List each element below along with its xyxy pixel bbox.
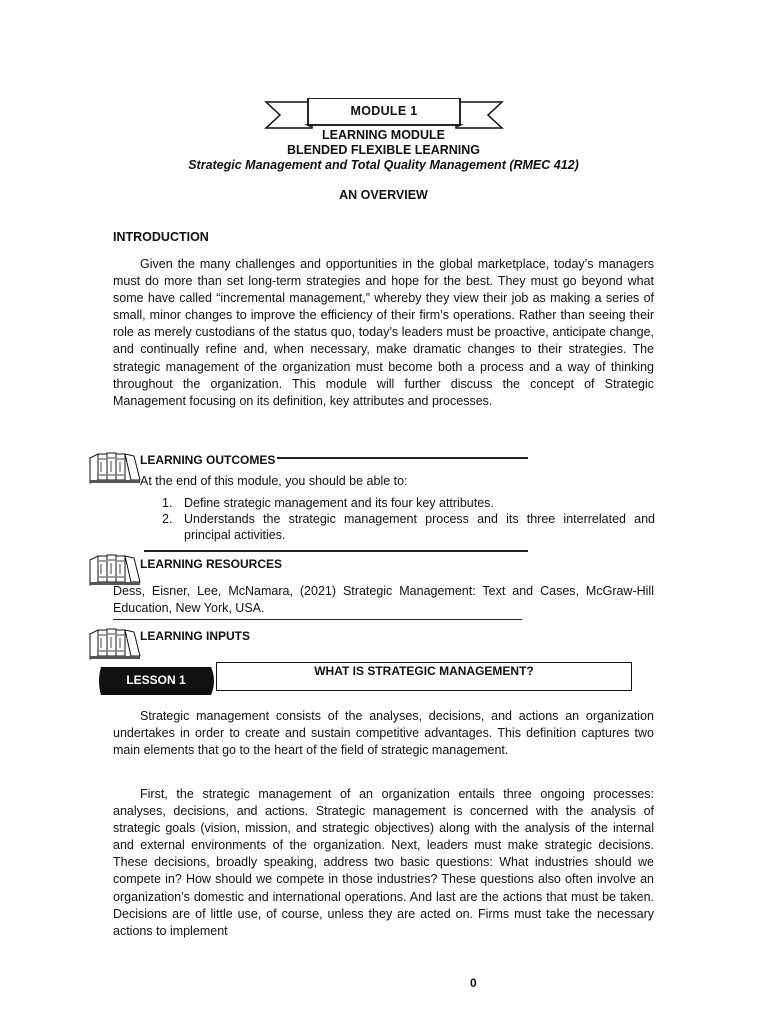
course-title: Strategic Management and Total Quality Management (RMEC 412) (188, 158, 579, 172)
learning-inputs-heading: LEARNING INPUTS (140, 629, 251, 643)
section-rule (144, 550, 528, 552)
body-paragraph: First, the strategic management of an organization entails three ongoing processes: analyses, decisions, and actions. Strategic management is concerned with the analysis of strategic goals (vision, mission, and strategic objectives) along with the analysis of the internal and external environments of the organization. Next, leaders must make strategic decisions. These decisions, broadly speaking, address two basic questions: What industries should we compete in? How should we compete in those industries? These questions also often involve an organization’s domestic and international operations. And last are the actions that must be taken. Decisions are of little use, of course, unless they are acted on. Firms must take the necessary actions to implement (113, 787, 654, 938)
learning-outcomes-heading: LEARNING OUTCOMES (140, 453, 276, 467)
lesson-title: WHAT IS STRATEGIC MANAGEMENT? (314, 664, 534, 678)
learning-resources-heading: LEARNING RESOURCES (140, 557, 283, 571)
introduction-paragraph: Given the many challenges and opportunities in the global marketplace, today’s managers must do more than set long-term strategies and hope for the best. They must go beyond what some have called “incremental management,” whereby they view their job as making a series of small, minor changes to improve the efficiency of their firm’s operations. Rather than seeing their role as merely custodians of the status quo, today’s leaders must be proactive, anticipate change, and continually refine and, when necessary, make dramatic changes to their strategies. The strategic management of the organization must become both a process and a way of thinking throughout the organization. This module will further discuss the concept of Strategic Management focusing on its definition, key attributes and processes. (113, 257, 654, 408)
resource-citation: Dess, Eisner, Lee, McNamara, (2021) Strategic Management: Text and Cases, McGraw-Hill Education, New York, USA. (113, 584, 654, 615)
lesson-tab-label: LESSON 1 (126, 673, 186, 687)
books-icon (88, 626, 144, 660)
list-item-text: Understands the strategic management process and its three interrelated and principal activities. (184, 512, 655, 542)
books-icon (88, 552, 144, 586)
page-number: 0 (470, 976, 477, 990)
outcomes-intro: At the end of this module, you should be able to: (140, 474, 408, 488)
lesson-tab (97, 665, 219, 695)
heading-learning-module: LEARNING MODULE (322, 128, 445, 142)
learning-resources-section (88, 552, 528, 582)
overview-heading: AN OVERVIEW (339, 188, 428, 202)
list-number: 1. (162, 496, 173, 510)
list-item (140, 511, 655, 543)
heading-blended-learning: BLENDED FLEXIBLE LEARNING (286, 143, 481, 157)
module-ribbon (264, 98, 504, 128)
books-icon (88, 450, 144, 484)
learning-inputs-section (88, 626, 528, 656)
section-rule (113, 619, 522, 620)
introduction-heading: INTRODUCTION (113, 230, 209, 244)
outcomes-list (140, 495, 655, 543)
module-label: MODULE 1 (350, 104, 418, 118)
body-paragraph: Strategic management consists of the analyses, decisions, and actions an organization undertakes in order to create and sustain competitive advantages. This definition captures two main elements that go to the heart of the field of strategic management. (113, 709, 654, 758)
list-number: 2. (162, 512, 173, 526)
list-item-text: Define strategic management and its four key attributes. (184, 496, 494, 510)
list-item (140, 495, 655, 511)
